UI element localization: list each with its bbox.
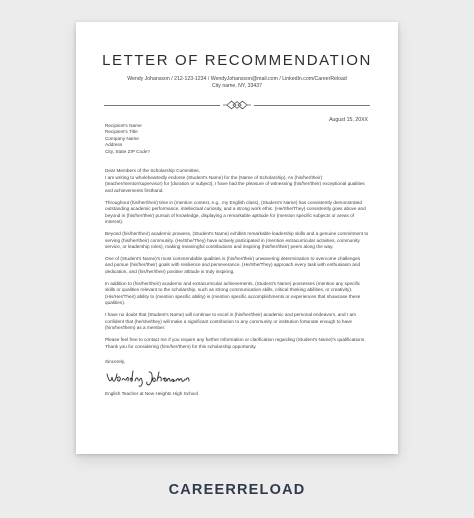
salutation [105,168,369,194]
divider-line-left [104,105,220,106]
body-paragraph: In addition to (his/her/their) academic and extracurricular achievements, (Student's Name) possesses (mention any specific skills or qualities relevant to the scholarship, such as strong communication skills, critical thinking abilities, or creativity). (His/Her/Their) ability to (mention specific ability) is (mention specific accomplishments or experiences that showcase these qualities). [105,280,361,306]
letter-body [105,123,369,397]
body-paragraph: One of (Student's Name)'s most commendable qualities is (his/her/their) unwavering determination to overcome challenges and pursue (his/her/their) goals with resilience and perseverance. (He/She/They) approach every task with enthusiasm and dedication, and (his/her/their) positive attitude is truly inspiring. [105,256,361,274]
diamond-ornament-icon [223,100,251,110]
body-paragraph: I am writing to wholeheartedly endorse (Student's Name) for the (Name of Scholarship). As (his/her/their) (teacher/mentor/supervisor) for (duration or subject), I have had the pleasure of witnessing (his/her/their) exceptional qualities and achievements firsthand. [105,174,365,193]
recipient-title: Recipient's Title [105,129,138,135]
recipient-company: Company Name [105,135,139,141]
contact-line: Wendy Johansson / 212-123-1234 / WendyJohansson@mail.com / LinkedIn.com/CareerReload [127,76,347,82]
body-paragraph: Throughout (his/her/their) time in (mention context, e.g., my English class), (Student's Name) has consistently demonstrated outstanding academic performance, intellectual curiosity, and a strong work ethic. (He/She/They) consistently goes above and beyond in (his/her/their) pursuit of knowledge, displaying a remarkable aptitude for (mention specific subjects or areas of interest). [105,199,366,225]
recipient-city: City, State ZIP Code? [105,148,150,154]
recipient-address: Address [105,142,123,148]
contact-city: City name, NY, 33437 [211,83,263,90]
careerreload-logo: CAREERRELOAD [168,482,306,498]
letter-date: August 15, 20XX [329,117,368,123]
handwritten-signature [105,366,369,388]
body-paragraph: I have no doubt that (Student's Name) will continue to excel in (his/her/their) academic and personal endeavors, and I am confident that (he/she/they) will make a significant contribution to any community or institution fortunate enough to have (him/her/them) as a member. [105,312,357,331]
signer-title: English Teacher at New Heights High School [105,390,198,396]
recipient-name: Recipient's Name [105,123,142,128]
signature-icon [105,368,215,388]
letter-page [76,22,398,454]
letter-title: LETTER OF RECOMMENDATION [102,52,372,69]
body-paragraph: Beyond (his/her/their) academic prowess, (Student's Name) exhibits remarkable leadership skills and a genuine commitment to serving (his/her/their) community. (He/She/They) have actively participated in (mention extracurricular activities, community service, or leadership roles), making meaningful contributions and inspiring (his/her/their) peers along the way. [105,231,369,249]
divider-line-right [254,105,370,106]
contact-info [76,76,398,90]
ornamental-divider [104,100,370,110]
body-paragraph: Please feel free to contact me if you require any further information or clarification regarding (Student's Name)'s qualifications. Thank you for considering (him/her/them) for this scholarship opportunity. [105,337,366,349]
salutation-text: Dear Members of the Scholarship Committee, [105,168,201,174]
recipient-block [105,123,369,155]
closing: Sincerely, [105,359,126,365]
